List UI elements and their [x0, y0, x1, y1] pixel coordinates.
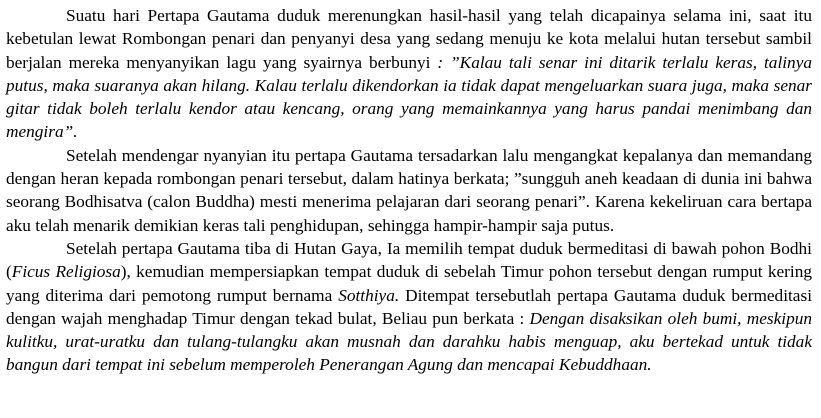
document-page [6, 4, 812, 377]
paragraph-text: Setelah pertapa Gautama tiba di Hutan Gaya, Ia memilih tempat duduk bermeditasi di bawah pohon Bodhi ( [6, 238, 812, 282]
paragraph-text: ), kemudian mempersiapkan tempat duduk di sebelah Timur pohon tersebut dengan rumput kering yang diterima dari pemotong rumput bernama [6, 262, 812, 305]
paragraph-text: Ditempat tersebutlah pertapa Gautama duduk bermeditasi dengan wajah menghadap Timur dengan tekad bulat, Beliau pun berkata : [6, 285, 812, 328]
paragraph-text: Setelah mendengar nyanyian itu pertapa Gautama tersadarkan lalu mengangkat kepalanya dan memandang dengan heran kepada rombongan penari tersebut, dalam hatinya berkata; ”sungguh aneh keadaan di dunia ini bahwa seorang Bodhisatva (calon Buddha) mesti menerima pelajaran dari seorang penari”. Karena kekeliruan cara bertapa aku telah menarik demikian keras tali penghidupan, sehingga hampir-hampir saja putus. [6, 145, 812, 235]
person-name: Sotthiya. [338, 285, 400, 305]
paragraph-bodhi-tree-meditation [6, 237, 812, 377]
paragraph-text: Suatu hari Pertapa Gautama duduk merenungkan hasil-hasil yang telah dicapainya selama ini, saat itu kebetulan lewat Rombongan penari dan penyanyi desa yang sedang menuju ke kota melalui hutan tersebut sambil berjalan mereka menyanyikan lagu yang syairnya berbunyi [6, 6, 812, 72]
paragraph-gautama-realization [6, 144, 812, 237]
paragraph-singer-song [6, 4, 812, 144]
song-lyrics-quote: : ”Kalau tali senar ini ditarik terlalu keras, talinya putus, maka suaranya akan hilang. Kalau terlalu dikendorkan ia tidak dapat mengeluarkan suara juga, maka senar gitar tidak boleh terlalu kendor atau kencang, orang yang memainkannya yang harus pandai menimbang dan mengira”. [6, 52, 813, 142]
vow-quote: Dengan disaksikan oleh bumi, meskipun kulitku, urat-uratku dan tulang-tulangku akan musnah dan darahku habis menguap, aku bertekad untuk tidak bangun dari tempat ini sebelum memperoleh Penerangan Agung dan mencapai Kebuddhaan. [6, 308, 812, 375]
scientific-name: Ficus Religiosa [11, 262, 121, 282]
